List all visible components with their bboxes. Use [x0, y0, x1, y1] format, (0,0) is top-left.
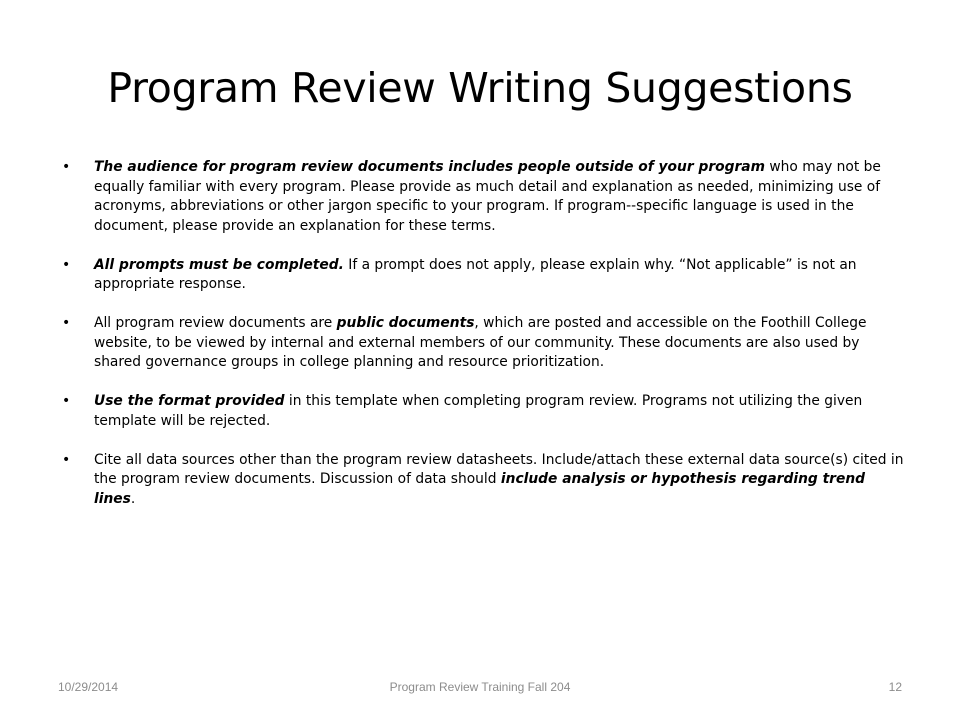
bullet-item: [62, 256, 910, 295]
bullet-plain-text: in this template when completing program review. Programs not utilizing the given template will be rejected.: [94, 393, 863, 429]
footer-title: Program Review Training Fall 204: [389, 680, 571, 694]
bullet-text: [94, 393, 862, 429]
bullet-plain-text: All program review documents are: [94, 315, 337, 331]
bullet-emphasis: public documents: [336, 315, 475, 331]
bullet-dot-icon: •: [62, 451, 71, 468]
bullet-dot-icon: •: [62, 393, 71, 409]
footer-page-number: 12: [888, 680, 902, 694]
bullet-plain-text: , which are posted and accessible on the Foothill College website, to be viewed by internal and external members of our community. These documents are also used by shared governance groups in college planning and resource prioritization.: [94, 315, 867, 370]
bullet-item: [62, 451, 910, 510]
bullet-plain-text: who may not be equally familiar with every program. Please provide as much detail and explanation as needed, minimizing use of acronyms, abbreviations or other jargon specific to your program. If program--specific language is used in the document, please provide an explanation for these terms.: [94, 159, 881, 234]
bullet-item: [62, 158, 910, 236]
footer-date: 10/29/2014: [58, 680, 119, 694]
bullet-dot-icon: •: [62, 315, 71, 331]
slide-title: Program Review Writing Suggestions: [107, 64, 853, 112]
bullet-emphasis: Use the format provided: [94, 393, 285, 409]
bullet-plain-text: Cite all data sources other than the program review datasheets. Include/attach these external data source(s) cited in the program review documents. Discussion of data should: [94, 451, 904, 487]
bullet-plain-text: If a prompt does not apply, please explain why. “Not applicable” is not an appropriate response.: [94, 256, 857, 292]
bullet-emphasis: All prompts must be completed.: [94, 256, 344, 273]
bullet-emphasis: include analysis or hypothesis regarding trend lines: [94, 471, 866, 507]
bullet-item: [62, 392, 910, 431]
bullet-item: [62, 314, 910, 373]
bullet-dot-icon: •: [62, 159, 71, 175]
bullet-plain-text: .: [130, 490, 136, 507]
bullet-emphasis: The audience for program review documents includes people outside of your program: [94, 159, 765, 175]
bullet-text: [94, 315, 866, 370]
bullet-text: [94, 257, 857, 293]
bullet-list: [62, 158, 910, 529]
bullet-text: [94, 159, 881, 234]
bullet-dot-icon: •: [62, 256, 71, 273]
bullet-text: [94, 452, 904, 507]
